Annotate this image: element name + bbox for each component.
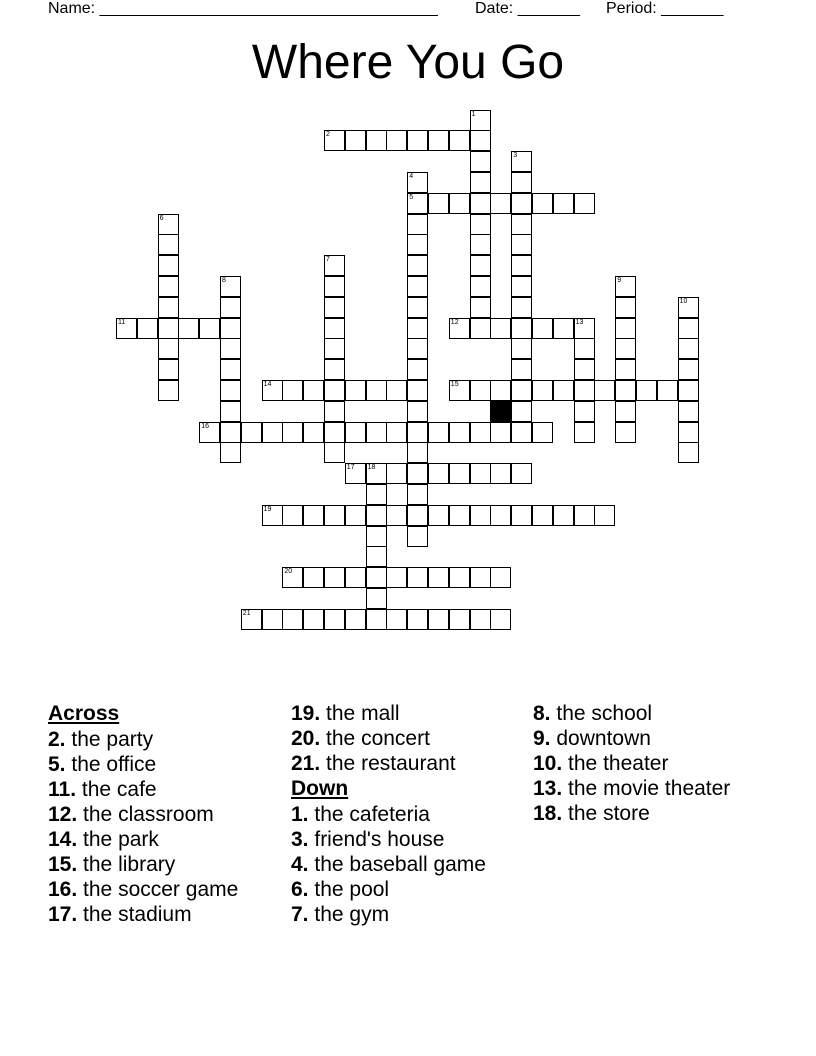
- crossword-cell[interactable]: [345, 463, 366, 484]
- crossword-cell[interactable]: [407, 214, 428, 235]
- crossword-cell[interactable]: [574, 422, 595, 443]
- crossword-cell[interactable]: [366, 609, 387, 630]
- crossword-cell[interactable]: [366, 567, 387, 588]
- crossword-cell[interactable]: [574, 380, 595, 401]
- crossword-cell[interactable]: [407, 380, 428, 401]
- crossword-cell[interactable]: [303, 422, 324, 443]
- clue-down: 4. the baseball game: [291, 852, 486, 876]
- clue-across: 17. the stadium: [48, 902, 192, 926]
- crossword-cell[interactable]: [158, 214, 179, 235]
- crossword-cell[interactable]: [449, 380, 470, 401]
- period-field[interactable]: Period: _______: [606, 0, 724, 17]
- crossword-cell[interactable]: [282, 609, 303, 630]
- crossword-cell[interactable]: [511, 359, 532, 380]
- crossword-cell[interactable]: [594, 380, 615, 401]
- across-heading: Across: [48, 702, 120, 725]
- crossword-cell[interactable]: [449, 422, 470, 443]
- crossword-cell[interactable]: [615, 276, 636, 297]
- crossword-cell[interactable]: [553, 193, 574, 214]
- puzzle-title: Where You Go: [251, 36, 565, 89]
- crossword-cell[interactable]: [594, 505, 615, 526]
- clue-down: 3. friend's house: [291, 827, 445, 851]
- crossword-cell[interactable]: [407, 193, 428, 214]
- crossword-cell[interactable]: [345, 567, 366, 588]
- crossword-cell[interactable]: [407, 130, 428, 151]
- crossword-cell[interactable]: [470, 276, 491, 297]
- crossword-cell[interactable]: [366, 526, 387, 547]
- crossword-cell[interactable]: [407, 401, 428, 422]
- clue-number: 8: [222, 276, 226, 284]
- date-field[interactable]: Date: _______: [475, 0, 580, 17]
- crossword-cell[interactable]: [241, 609, 262, 630]
- crossword-cell[interactable]: [532, 318, 553, 339]
- crossword-cell[interactable]: [386, 567, 407, 588]
- crossword-cell[interactable]: [407, 442, 428, 463]
- crossword-cell[interactable]: [532, 193, 553, 214]
- crossword-cell[interactable]: [366, 546, 387, 567]
- crossword-cell[interactable]: [574, 318, 595, 339]
- crossword-cell[interactable]: [386, 380, 407, 401]
- crossword-cell[interactable]: [470, 130, 491, 151]
- crossword-cell[interactable]: [470, 463, 491, 484]
- crossword-cell[interactable]: [678, 422, 699, 443]
- clue-number: 6: [159, 214, 164, 222]
- crossword-cell[interactable]: [428, 463, 449, 484]
- crossword-cell[interactable]: [574, 359, 595, 380]
- crossword-cell[interactable]: [366, 484, 387, 505]
- clue-number: 1: [471, 110, 476, 118]
- clue-number: 11: [118, 318, 126, 326]
- crossword-cell[interactable]: [366, 422, 387, 443]
- crossword-cell[interactable]: [428, 567, 449, 588]
- clue-across: 14. the park: [48, 827, 159, 851]
- crossword-cell[interactable]: [386, 505, 407, 526]
- crossword-cell[interactable]: [366, 588, 387, 609]
- crossword-cell[interactable]: [407, 422, 428, 443]
- crossword-cell[interactable]: [137, 318, 158, 339]
- crossword-cell[interactable]: [324, 567, 345, 588]
- crossword-cell[interactable]: [449, 505, 470, 526]
- crossword-cell[interactable]: [386, 463, 407, 484]
- clues-column-3: [533, 702, 763, 827]
- clue-across: 19. the mall: [291, 702, 400, 725]
- clue-number: 2: [326, 131, 330, 139]
- crossword-cell[interactable]: [428, 422, 449, 443]
- crossword-cell[interactable]: [262, 505, 283, 526]
- crossword-cell[interactable]: [449, 318, 470, 339]
- crossword-cell[interactable]: [282, 567, 303, 588]
- crossword-cell[interactable]: [470, 297, 491, 318]
- crossword-cell[interactable]: [324, 318, 345, 339]
- crossword-cell[interactable]: [407, 609, 428, 630]
- crossword-cell[interactable]: [615, 318, 636, 339]
- crossword-cell[interactable]: [615, 401, 636, 422]
- crossword-cell[interactable]: [574, 338, 595, 359]
- crossword-cell[interactable]: [553, 505, 574, 526]
- crossword-cell[interactable]: [116, 318, 137, 339]
- crossword-cell[interactable]: [303, 505, 324, 526]
- crossword-cell[interactable]: [490, 463, 511, 484]
- crossword-cell[interactable]: [678, 442, 699, 463]
- crossword-cell[interactable]: [345, 505, 366, 526]
- crossword-cell[interactable]: [553, 318, 574, 339]
- crossword-cell[interactable]: [511, 214, 532, 235]
- crossword-cell[interactable]: [324, 401, 345, 422]
- crossword-cell[interactable]: [532, 380, 553, 401]
- clue-down: 18. the store: [533, 802, 650, 825]
- crossword-cell[interactable]: [615, 338, 636, 359]
- crossword-cell[interactable]: [220, 276, 241, 297]
- crossword-cell[interactable]: [470, 151, 491, 172]
- crossword-cell[interactable]: [345, 380, 366, 401]
- crossword-cell[interactable]: [220, 297, 241, 318]
- crossword-cell[interactable]: [158, 255, 179, 276]
- clue-number: 14: [263, 380, 272, 388]
- crossword-cell[interactable]: [220, 338, 241, 359]
- crossword-cell[interactable]: [386, 609, 407, 630]
- crossword-cell[interactable]: [511, 380, 532, 401]
- crossword-cell[interactable]: [449, 567, 470, 588]
- crossword-cell[interactable]: [324, 276, 345, 297]
- crossword-cell[interactable]: [490, 609, 511, 630]
- crossword-cell[interactable]: [282, 505, 303, 526]
- crossword-cell[interactable]: [511, 318, 532, 339]
- crossword-cell[interactable]: [511, 422, 532, 443]
- crossword-cell[interactable]: [553, 380, 574, 401]
- crossword-cell[interactable]: [678, 380, 699, 401]
- clue-number: 7: [326, 256, 330, 264]
- crossword-cell[interactable]: [470, 318, 491, 339]
- crossword-cell[interactable]: [324, 130, 345, 151]
- crossword-cell[interactable]: [262, 380, 283, 401]
- clues-column-1: [48, 702, 278, 928]
- crossword-cell[interactable]: [657, 380, 678, 401]
- crossword-cell[interactable]: [678, 401, 699, 422]
- crossword-cell[interactable]: [366, 130, 387, 151]
- crossword-cell[interactable]: [490, 505, 511, 526]
- crossword-cell[interactable]: [366, 463, 387, 484]
- crossword-cell[interactable]: [511, 297, 532, 318]
- crossword-cell[interactable]: [199, 422, 220, 443]
- crossword-cell[interactable]: [511, 276, 532, 297]
- crossword-cell[interactable]: [220, 422, 241, 443]
- crossword-cell[interactable]: [678, 297, 699, 318]
- crossword-cell[interactable]: [303, 609, 324, 630]
- clue-number: 12: [450, 318, 459, 326]
- clue-across: 2. the party: [48, 727, 154, 751]
- crossword-cell[interactable]: [324, 255, 345, 276]
- crossword-cell[interactable]: [407, 255, 428, 276]
- crossword-cell[interactable]: [511, 234, 532, 255]
- crossword-cell[interactable]: [511, 338, 532, 359]
- clues-column-2: [291, 702, 521, 928]
- clue-number: 9: [617, 276, 622, 284]
- crossword-cell[interactable]: [324, 505, 345, 526]
- crossword-cell[interactable]: [574, 193, 595, 214]
- crossword-cell[interactable]: [511, 463, 532, 484]
- crossword-cell[interactable]: [428, 505, 449, 526]
- crossword-cell[interactable]: [449, 193, 470, 214]
- crossword-cell[interactable]: [220, 380, 241, 401]
- crossword-cell[interactable]: [220, 318, 241, 339]
- crossword-cell[interactable]: [407, 484, 428, 505]
- crossword-cell[interactable]: [386, 422, 407, 443]
- clue-across: 15. the library: [48, 852, 176, 876]
- clue-down: 7. the gym: [291, 902, 390, 926]
- crossword-cell[interactable]: [324, 442, 345, 463]
- crossword-cell[interactable]: [158, 297, 179, 318]
- crossword-cell[interactable]: [511, 401, 532, 422]
- crossword-cell[interactable]: [407, 318, 428, 339]
- crossword-cell[interactable]: [511, 255, 532, 276]
- crossword-cell[interactable]: [324, 359, 345, 380]
- crossword-cell[interactable]: [366, 505, 387, 526]
- clue-number: 15: [450, 380, 459, 388]
- crossword-cell[interactable]: [470, 380, 491, 401]
- crossword-cell[interactable]: [407, 276, 428, 297]
- crossword-cell[interactable]: [615, 359, 636, 380]
- clue-number: 10: [679, 297, 688, 305]
- clue-down: 8. the school: [533, 702, 653, 725]
- crossword-cell[interactable]: [470, 255, 491, 276]
- crossword-cell[interactable]: [303, 567, 324, 588]
- crossword-cell[interactable]: [532, 505, 553, 526]
- crossword-cell[interactable]: [511, 505, 532, 526]
- clue-number: 16: [201, 422, 209, 430]
- crossword-cell[interactable]: [470, 567, 491, 588]
- crossword-cell[interactable]: [490, 318, 511, 339]
- crossword-cell[interactable]: [407, 526, 428, 547]
- clue-across: 5. the office: [48, 752, 157, 776]
- clue-down: 10. the theater: [533, 752, 669, 775]
- clue-number: 13: [575, 318, 584, 326]
- clue-down: 6. the pool: [291, 877, 390, 901]
- clue-across: 11. the cafe: [48, 777, 157, 801]
- clue-down: 1. the cafeteria: [291, 802, 430, 826]
- crossword-cell[interactable]: [428, 130, 449, 151]
- crossword-cell[interactable]: [324, 609, 345, 630]
- crossword-cell[interactable]: [345, 422, 366, 443]
- crossword-cell[interactable]: [366, 380, 387, 401]
- crossword-cell[interactable]: [615, 422, 636, 443]
- crossword-cell[interactable]: [303, 380, 324, 401]
- clue-number: 4: [409, 172, 414, 180]
- crossword-cell[interactable]: [407, 359, 428, 380]
- crossword-cell[interactable]: [574, 505, 595, 526]
- crossword-cell[interactable]: [511, 172, 532, 193]
- crossword-cell[interactable]: [262, 422, 283, 443]
- crossword-cell[interactable]: [678, 318, 699, 339]
- clue-across: 21. the restaurant: [291, 752, 456, 775]
- black-square: [490, 401, 511, 422]
- crossword-cell[interactable]: [407, 567, 428, 588]
- crossword-cell[interactable]: [199, 318, 220, 339]
- crossword-cell[interactable]: [407, 463, 428, 484]
- crossword-cell[interactable]: [345, 609, 366, 630]
- clue-across: 12. the classroom: [48, 802, 214, 826]
- clue-number: 21: [242, 609, 251, 617]
- crossword-cell[interactable]: [490, 380, 511, 401]
- crossword-cell[interactable]: [428, 609, 449, 630]
- crossword-cell[interactable]: [428, 193, 449, 214]
- crossword-cell[interactable]: [407, 172, 428, 193]
- crossword-cell[interactable]: [158, 359, 179, 380]
- crossword-cell[interactable]: [386, 130, 407, 151]
- crossword-cell[interactable]: [470, 422, 491, 443]
- clue-number: 3: [513, 152, 518, 160]
- clue-across: 16. the soccer game: [48, 877, 239, 901]
- crossword-cell[interactable]: [511, 151, 532, 172]
- crossword-cell[interactable]: [511, 193, 532, 214]
- crossword-cell[interactable]: [178, 318, 199, 339]
- crossword-cell[interactable]: [574, 401, 595, 422]
- clue-number: 18: [367, 464, 376, 472]
- crossword-cell[interactable]: [470, 110, 491, 131]
- crossword-cell[interactable]: [449, 463, 470, 484]
- crossword-cell[interactable]: [158, 380, 179, 401]
- crossword-cell[interactable]: [345, 130, 366, 151]
- crossword-cell[interactable]: [282, 422, 303, 443]
- crossword-cell[interactable]: [470, 505, 491, 526]
- crossword-cell[interactable]: [490, 567, 511, 588]
- crossword-cell[interactable]: [324, 297, 345, 318]
- crossword-cell[interactable]: [470, 234, 491, 255]
- crossword-cell[interactable]: [407, 338, 428, 359]
- name-field[interactable]: Name: ______________________________________: [48, 0, 438, 17]
- crossword-cell[interactable]: [470, 609, 491, 630]
- crossword-cell[interactable]: [407, 297, 428, 318]
- clue-number: 5: [409, 193, 414, 201]
- crossword-cell[interactable]: [220, 442, 241, 463]
- crossword-cell[interactable]: [158, 234, 179, 255]
- crossword-cell[interactable]: [470, 172, 491, 193]
- clue-down: 13. the movie theater: [533, 777, 731, 800]
- crossword-cell[interactable]: [324, 380, 345, 401]
- crossword-cell[interactable]: [678, 359, 699, 380]
- crossword-cell[interactable]: [470, 214, 491, 235]
- crossword-cell[interactable]: [407, 505, 428, 526]
- crossword-cell[interactable]: [490, 193, 511, 214]
- clue-number: 19: [263, 505, 272, 513]
- crossword-cell[interactable]: [241, 422, 262, 443]
- crossword-cell[interactable]: [615, 297, 636, 318]
- crossword-cell[interactable]: [449, 609, 470, 630]
- clue-number: 20: [284, 568, 293, 576]
- crossword-cell[interactable]: [470, 193, 491, 214]
- crossword-cell[interactable]: [158, 318, 179, 339]
- crossword-cell[interactable]: [158, 338, 179, 359]
- crossword-cell[interactable]: [324, 422, 345, 443]
- crossword-cell[interactable]: [678, 338, 699, 359]
- crossword-cell[interactable]: [490, 422, 511, 443]
- crossword-cell[interactable]: [532, 422, 553, 443]
- crossword-cell[interactable]: [636, 380, 657, 401]
- crossword-cell[interactable]: [262, 609, 283, 630]
- crossword-cell[interactable]: [220, 359, 241, 380]
- crossword-cell[interactable]: [158, 276, 179, 297]
- crossword-cell[interactable]: [220, 401, 241, 422]
- clue-number: 17: [346, 464, 355, 472]
- crossword-cell[interactable]: [324, 338, 345, 359]
- crossword-cell[interactable]: [282, 380, 303, 401]
- crossword-cell[interactable]: [615, 380, 636, 401]
- clue-across: 20. the concert: [291, 727, 430, 750]
- crossword-cell[interactable]: [449, 130, 470, 151]
- down-heading: Down: [291, 777, 349, 800]
- clue-down: 9. downtown: [533, 727, 651, 750]
- crossword-cell[interactable]: [407, 234, 428, 255]
